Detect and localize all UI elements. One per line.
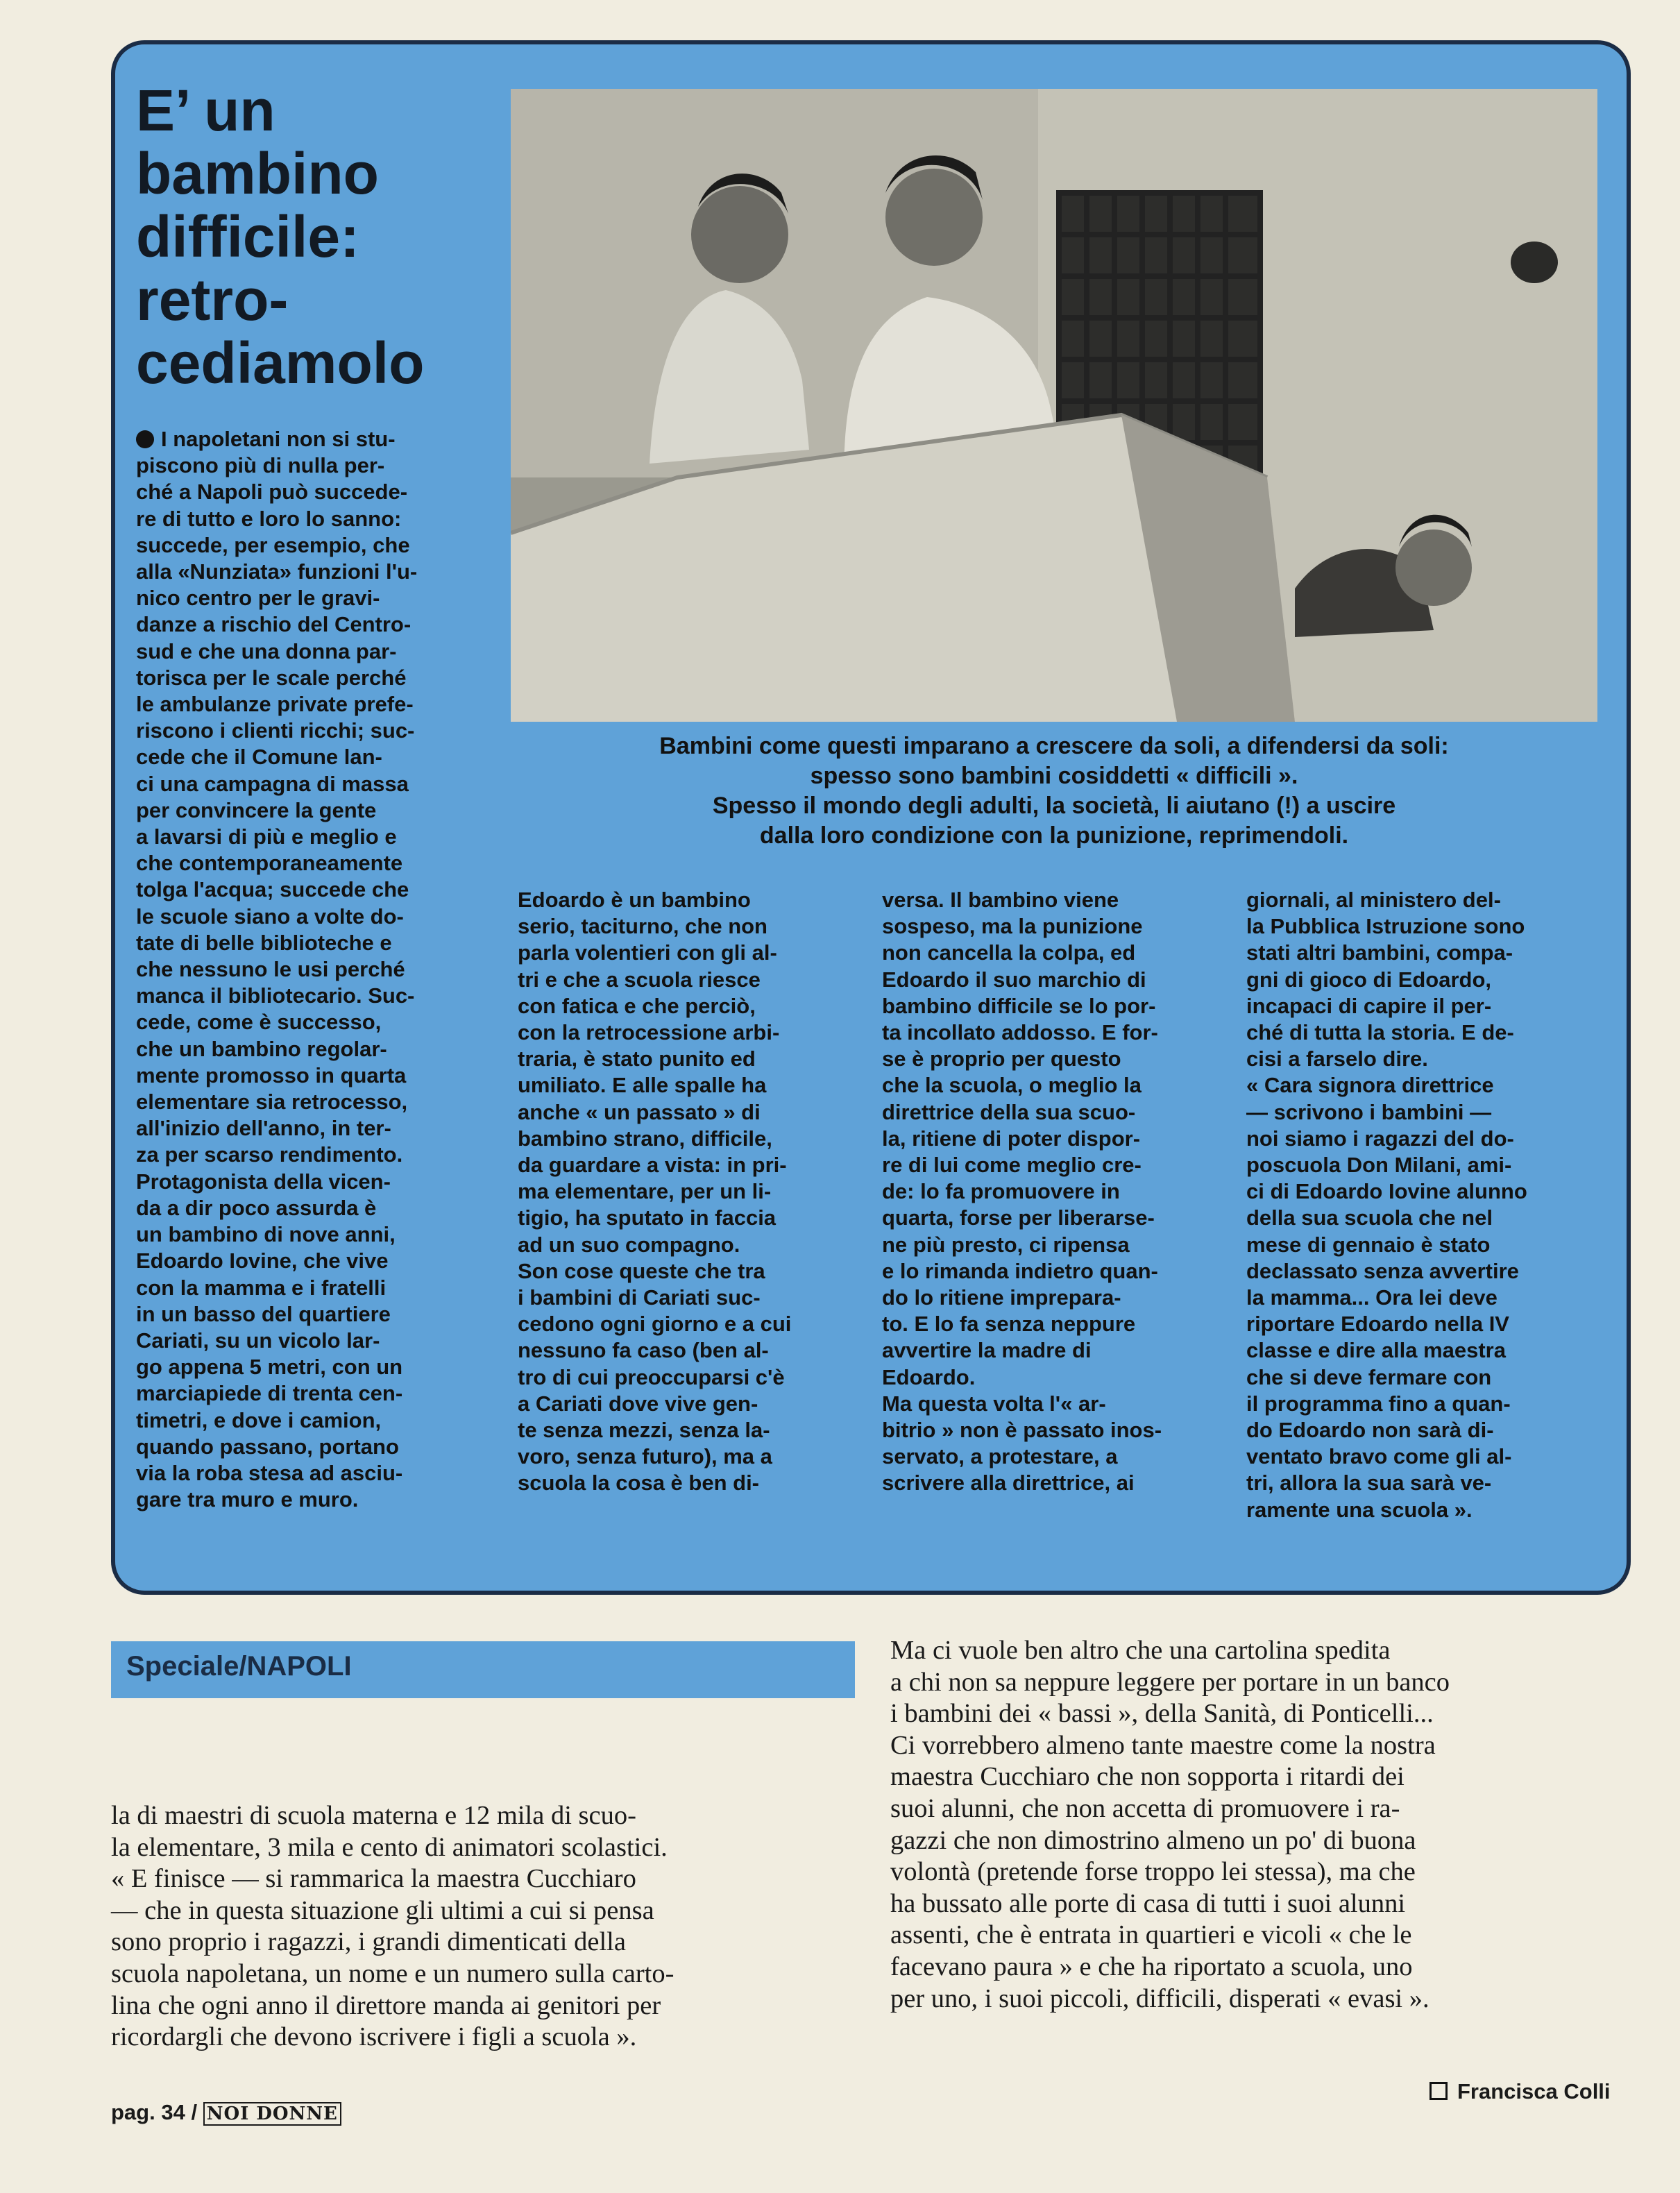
section-banner <box>111 1641 855 1698</box>
intro-column <box>136 426 497 1513</box>
page-footer <box>111 2100 341 2126</box>
magazine-logo: NOI DONNE <box>203 2102 341 2126</box>
headline: E’ un bambino difficile: retro- cediamolo <box>136 78 425 396</box>
section-label: Speciale/NAPOLI <box>126 1651 352 1682</box>
bullet-icon <box>136 430 154 448</box>
photo-caption: Bambini come questi imparano a crescere da soli, a difendersi da soli: spesso sono bambini cosiddetti « difficili ». Spesso il mondo degli adulti, la società, li aiutano (!) a uscire dalla loro condizione con la punizione, reprimendoli. <box>659 733 1449 849</box>
author-byline <box>1429 2079 1611 2104</box>
page-number: pag. 34 <box>111 2100 185 2124</box>
continuation-right-column: Ma ci vuole ben altro che una cartolina spedita a chi non sa neppure leggere per portare in un banco i bambini dei « bassi », della Sanità, di Ponticelli... Ci vorrebbero almeno tante maestre come la nostra maestra Cucchiaro che non sopporta i ritardi dei suoi alunni, che non accetta di promuovere i ra- gazzi che non dimostrino almeno un po' di buona volontà (pretende forse troppo lei stessa), ma che ha bussato alle porte di casa di tutti i suoi alunni assenti, che è entrata in quartieri e vicoli « che le facevano paura » e che ha riportato a scuola, uno per uno, i suoi piccoli, difficili, disperati « evasi ». <box>890 1636 1450 2013</box>
article-column-2: Edoardo è un bambino serio, taciturno, che non parla volentieri con gli al- tri e che a scuola riesce con fatica e che perciò, con la retrocessione arbi- traria, è stato punito ed umiliato. E alle spalle ha anche « un passato » di bambino strano, difficile, da guardare a vista: in pri- ma elementare, per un li- tigio, ha sputato in faccia ad un suo compagno. Son cose queste che tra i bambini di Cariati suc- cedono ogni giorno e a cui nessuno fa caso (ben al- tro di cui preoccuparsi c'è a Cariati dove vive gen- te senza mezzi, senza la- voro, senza futuro), ma a scuola la cosa è ben di- <box>518 888 792 1496</box>
footer-separator: / <box>191 2100 198 2124</box>
article-column-4: giornali, al ministero del- la Pubblica Istruzione sono stati altri bambini, compa- gni di gioco di Edoardo, incapaci di capire il per- ché di tutta la storia. E de- cisi a farselo dire. « Cara signora direttrice — scrivono i bambini — noi siamo i ragazzi del do- poscuola Don Milani, ami- ci di Edoardo Iovine alunno della sua scuola che nel mese di gennaio è stato declassato senza avvertire la mamma... Ora lei deve riportare Edoardo nella IV classe e dire alla maestra che si deve fermare con il programma fino a quan- do Edoardo non sarà di- ventato bravo come gli al- tri, allora la sua sarà ve- ramente una scuola ». <box>1246 888 1527 1522</box>
continuation-left-column: la di maestri di scuola materna e 12 mila di scuo- la elementare, 3 mila e cento di animatori scolastici. « E finisce — si rammarica la maestra Cucchiaro — che in questa situazione gli ultimi a cui si pensa sono proprio i ragazzi, i grandi dimenticati della scuola napoletana, un nome e un numero sulla carto- lina che ogni anno il direttore manda ai genitori per ricordargli che devono iscrivere i figli a scuola ». <box>111 1801 674 2052</box>
intro-text: I napoletani non si stu- piscono più di nulla per- ché a Napoli può succede- re di tutto e loro lo sanno: succede, per esempio, che alla «Nunziata» funzioni l'u- nico centro per le gravi- danze a rischio del Centro- sud e che una donna par- torisca per le scale perché le ambulanze private prefe- riscono i clienti ricchi; suc- cede che il Comune lan- ci una campagna di massa per convincere la gente a lavarsi di più e meglio e che contemporaneamente tolga l'acqua; succede che le scuole siano a volte do- tate di belle biblioteche e che nessuno le usi perché manca il bibliotecario. Suc- cede, come è successo, che un bambino regolar- mente promosso in quarta elementare sia retrocesso, all'inizio dell'anno, in ter- za per scarso rendimento. Protagonista della vicen- da a dir poco assurda è un bambino di nove anni, Edoardo Iovine, che vive con la mamma e i fratelli in un basso del quartiere Cariati, su un vicolo lar- go appena 5 metri, con un marciapiede di trenta cen- timetri, e dove i camion, quando passano, portano via la roba stesa ad asciu- gare tra muro e muro. <box>136 427 418 1512</box>
square-icon <box>1429 2082 1448 2100</box>
photo-children-balcony <box>511 89 1597 722</box>
photo-illustration <box>511 89 1597 722</box>
author-name: Francisca Colli <box>1457 2079 1611 2103</box>
article-column-3: versa. Il bambino viene sospeso, ma la punizione non cancella la colpa, ed Edoardo il suo marchio di bambino difficile se lo por- ta incollato addosso. E for- se è proprio per questo che la scuola, o meglio la direttrice della sua scuo- la, ritiene di poter dispor- re di lui come meglio cre- de: lo fa promuovere in quarta, forse per liberarse- ne più presto, ci ripensa e lo rimanda indietro quan- do lo ritiene imprepara- to. E lo fa senza neppure avvertire la madre di Edoardo. Ma questa volta l'« ar- bitrio » non è passato inos- servato, a protestare, a scrivere alla direttrice, ai <box>882 888 1162 1496</box>
article-box <box>111 40 1631 1595</box>
